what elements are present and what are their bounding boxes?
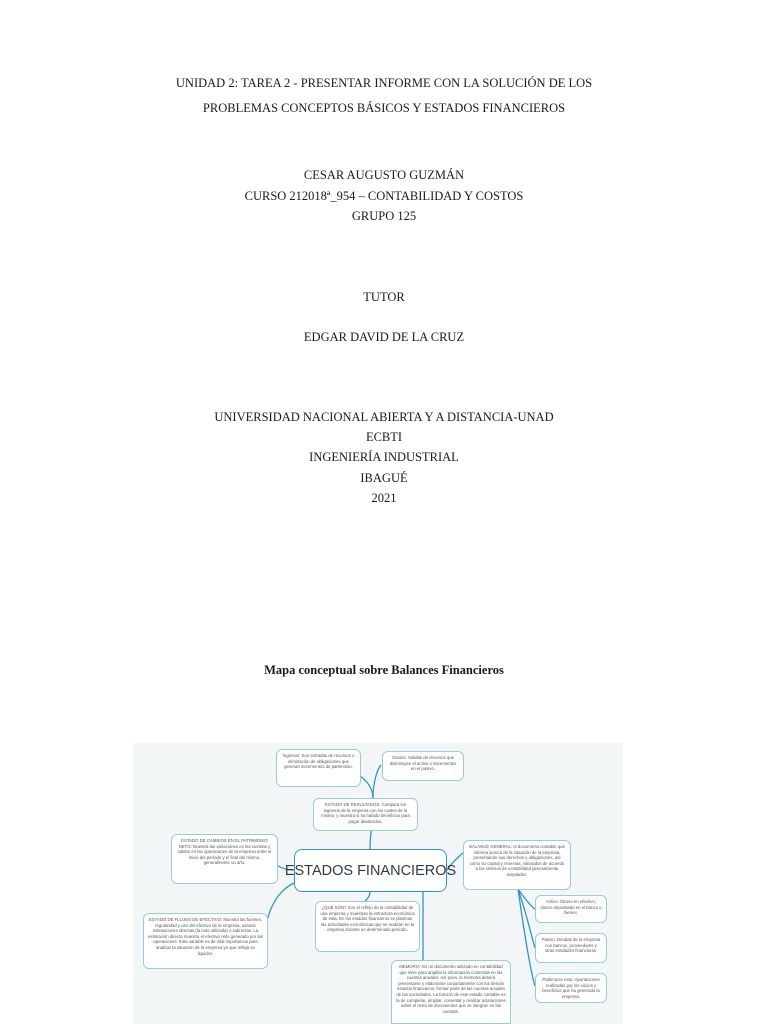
- program-name: INGENIERÍA INDUSTRIAL: [309, 450, 459, 464]
- title-line-1: UNIDAD 2: TAREA 2 - PRESENTAR INFORME CON LA SOLUCIÓN DE LOS: [175, 76, 593, 90]
- course-name: CURSO 212018ª_954 – CONTABILIDAD Y COSTOS: [244, 189, 524, 203]
- node-pasivo: Pasivo: Deudas de la empresa con bancos, proveedores y otras entidades financieras.: [535, 933, 607, 963]
- node-ingresos: Ingresos: Son entradas de recursos o eliminación de obligaciones que generan incrementos de patrimonio.: [276, 749, 361, 787]
- node-estado-resultados: ESTADO DE RESULTADOS: Compara los ingresos de la empresa con los costes de la misma, y muestra si ha habido beneficios para pagar dividendos.: [313, 798, 418, 831]
- link-balance-pasivo: [518, 889, 535, 948]
- node-gastos: Gastos: Salidas de recursos que disminuyen el activo o incrementos en el pasivo.: [382, 751, 464, 781]
- group-number: GRUPO 125: [351, 209, 417, 223]
- node-activo: Activo: Dinero en efectivo, dinero depositado en el banco o bienes.: [535, 895, 607, 923]
- student-name: CESAR AUGUSTO GUZMÁN: [303, 168, 465, 182]
- city-name: IBAGUÉ: [360, 471, 408, 485]
- node-que-son: ¿QUÉ SON? Son el reflejo de la contabilidad de una empresa y muestran la estructura económica de ésta. En los estados financieros se plasman las actividades económicas que se realizan en la empresa durante un determinado período.: [315, 901, 420, 952]
- year: 2021: [371, 491, 397, 505]
- university-name: UNIVERSIDAD NACIONAL ABIERTA Y A DISTANCIA-UNAD: [214, 410, 554, 424]
- school-name: ECBTI: [365, 430, 403, 444]
- tutor-name: EDGAR DAVID DE LA CRUZ: [303, 330, 465, 344]
- tutor-label: TUTOR: [363, 290, 405, 304]
- node-balance-general: BALANCE GENERAL: el documento contable que informa acerca de la situación de la empresa, presentando sus derechos y obligaciones, así como su capital y reservas, valorados de acuerdo a los criterios de contabilidad generalmente aceptados.: [463, 840, 571, 890]
- mindmap-center-node: ESTADOS FINANCIEROS: [294, 849, 447, 892]
- link-center-flujos: [268, 883, 294, 918]
- title-line-2: PROBLEMAS CONCEPTOS BÁSICOS Y ESTADOS FINANCIEROS: [202, 101, 566, 115]
- section-title: Mapa conceptual sobre Balances Financieros: [264, 663, 504, 677]
- node-flujos-efectivo: ESTADO DE FLUJOS DE EFECTIVO: Muestra las fuentes, regularidad y uso del efectivo de la empresa, usando estimaciones directas (la más utilizada) o indirectas. La estimación directa muestra el efectivo neto generado por las operaciones. Esta variable es de vital importancia para analizar la situación de la empresa ya que refleja su liquidez.: [143, 913, 268, 969]
- node-cambios-patrimonio: ESTADO DE CAMBIOS EN EL PATRIMONIO NETO: Muestra las variaciones en las cuentas y saldos en las operaciones de la empresa entre el inicio del período y el final del mismo, generalmente un año.: [171, 834, 278, 884]
- concept-map: [133, 743, 623, 1024]
- node-patrimonio: Patrimonio neto: Aportaciones realizadas por los socios y beneficios que ha generado la empresa.: [535, 973, 607, 1003]
- node-memoria: MEMORIA: Es un documento utilizado en contabilidad que sirve para ampliar la información contenida en las cuentas anuales. Así pues, la memoria deberá presentarse y elaborarse conjuntamente con los demás estados financieros, formar parte de las cuentas anuales de las sociedades. La función de este estado contable es la de completar, ampliar, comentar y realizar aclaraciones sobre el resto de documentos que se integran en las cuentas.: [391, 960, 511, 1024]
- link-resultados-gastos: [373, 765, 381, 798]
